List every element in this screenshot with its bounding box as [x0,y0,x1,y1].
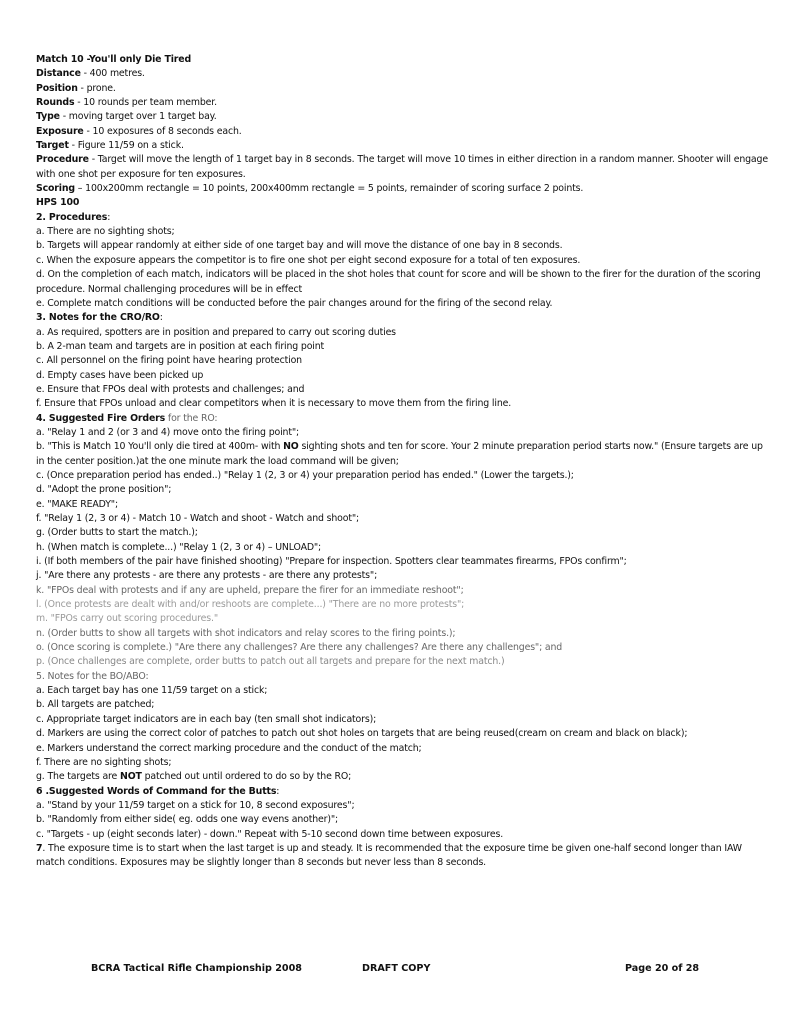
match-scoring: Scoring – 100x200mm rectangle = 10 points, 200x400mm rectangle = 5 points, remainder of scoring surface 2 points. [36,183,584,195]
list-item: a. "Stand by your 11/59 target on a stick for 10, 8 second exposures"; [36,799,355,811]
list-item: f. Ensure that FPOs unload and clear competitors when it is necessary to move them from the firing line. [36,398,512,410]
footer-page-number: Page 20 of 28 [625,963,700,974]
list-item: d. On the completion of each match, indicators will be placed in the shot holes that count for score and will be shown to the firer for the duration of the scoring procedure. Normal challenging procedures will be in effect [36,269,761,295]
list-item: b. "Randomly from either side( eg. odds one way evens another)"; [36,814,339,826]
list-item: d. "Adopt the prone position"; [36,484,172,496]
list-item: c. "Targets - up (eight seconds later) - down." Repeat with 5-10 second down time between exposures. [36,828,504,840]
match-type: Type - moving target over 1 target bay. [36,111,217,123]
list-item: a. Each target bay has one 11/59 target on a stick; [36,685,268,697]
list-item: a. As required, spotters are in position and prepared to carry out scoring duties [36,326,396,338]
list-item: g. The targets are NOT patched out until ordered to do so by the RO; [36,771,352,783]
cro-notes-heading: 3. Notes for the CRO/RO: [36,312,163,324]
list-item: c. When the exposure appears the competitor is to fire one shot per eight second exposure for a total of ten exposures. [36,254,581,266]
footer-draft-label: DRAFT COPY [362,963,431,974]
list-item: a. "Relay 1 and 2 (or 3 and 4) move onto the firing point"; [36,426,300,438]
list-item: e. "MAKE READY"; [36,498,118,510]
list-item: h. (When match is complete...) "Relay 1 (2, 3 or 4) – UNLOAD"; [36,541,322,553]
note-7: 7. The exposure time is to start when the last target is up and steady. It is recommended that the exposure time be given one-half second longer than IAW match conditions. Exposures may be slightly longer than 8 seconds but never less than 8 seconds. [36,842,742,869]
match-rounds: Rounds - 10 rounds per team member. [36,97,217,109]
list-item: p. (Once challenges are complete, order butts to patch out all targets and prepare for the next match.) [36,656,505,668]
list-item: g. (Order butts to start the match.); [36,527,198,539]
list-item: c. Appropriate target indicators are in each bay (ten small shot indicators); [36,713,377,725]
match-title: Match 10 -You'll only Die Tired [36,54,192,65]
list-item: b. "This is Match 10 You'll only die tired at 400m- with NO sighting shots and ten for score. Your 2 minute preparation period starts now." (Ensure targets are up in the center position.)at the one minute mark the load command will be given; [36,441,763,467]
butts-words-heading: 6 .Suggested Words of Command for the Butts: [36,785,280,797]
bo-notes-heading: 5. Notes for the BO/ABO: [36,670,149,682]
list-item: o. (Once scoring is complete.) "Are there any challenges? Are there any challenges? Are there any challenges"; and [36,642,563,654]
list-item: e. Complete match conditions will be conducted before the pair changes around for the firing of the second relay. [36,297,553,309]
match-target: Target - Figure 11/59 on a stick. [36,140,184,152]
list-item: d. Markers are using the correct color of patches to patch out shot holes on targets that are being reused(cream on cream and black on black); [36,728,688,740]
list-item: e. Markers understand the correct marking procedure and the conduct of the match; [36,742,422,754]
list-item: f. "Relay 1 (2, 3 or 4) - Match 10 - Watch and shoot - Watch and shoot"; [36,513,360,524]
footer-title: BCRA Tactical Rifle Championship 2008 [91,963,302,974]
list-item: l. (Once protests are dealt with and/or reshoots are complete...) "There are no more protests"; [36,599,465,611]
list-item: a. There are no sighting shots; [36,226,175,238]
match-procedure: Procedure - Target will move the length of 1 target bay in 8 seconds. The target will move 10 times in either direction in a random manner. Shooter will engage with one shot per exposure for ten exposures. [36,154,768,180]
list-item: k. "FPOs deal with protests and if any are upheld, prepare the firer for an immediate reshoot"; [36,584,464,596]
list-item: j. "Are there any protests - are there any protests - are there any protests"; [36,570,378,582]
match-position: Position - prone. [36,82,116,94]
procedures-heading: 2. Procedures: [36,211,111,223]
list-item: b. All targets are patched; [36,699,155,711]
list-item: c. All personnel on the firing point have hearing protection [36,355,302,367]
list-item: e. Ensure that FPOs deal with protests and challenges; and [36,383,305,395]
list-item: i. (If both members of the pair have finished shooting) "Prepare for inspection. Spotters clear teammates firearms, FPOs confirm"; [36,556,627,568]
list-item: b. Targets will appear randomly at either side of one target bay and will move the distance of one bay in 8 seconds. [36,240,563,252]
match-exposure: Exposure - 10 exposures of 8 seconds each. [36,125,242,137]
list-item: f. There are no sighting shots; [36,756,172,768]
list-item: n. (Order butts to show all targets with shot indicators and relay scores to the firing points.); [36,627,456,639]
list-item: c. (Once preparation period has ended..) "Relay 1 (2, 3 or 4) your preparation period has ended." (Lower the targets.); [36,469,574,481]
document-body [36,53,768,871]
list-item: b. A 2-man team and targets are in position at each firing point [36,340,325,352]
match-distance: Distance - 400 metres. [36,68,145,80]
list-item: m. "FPOs carry out scoring procedures." [36,613,218,625]
match-hps: HPS 100 [36,197,80,209]
list-item: d. Empty cases have been picked up [36,369,204,381]
fire-orders-heading: 4. Suggested Fire Orders for the RO: [36,412,218,424]
